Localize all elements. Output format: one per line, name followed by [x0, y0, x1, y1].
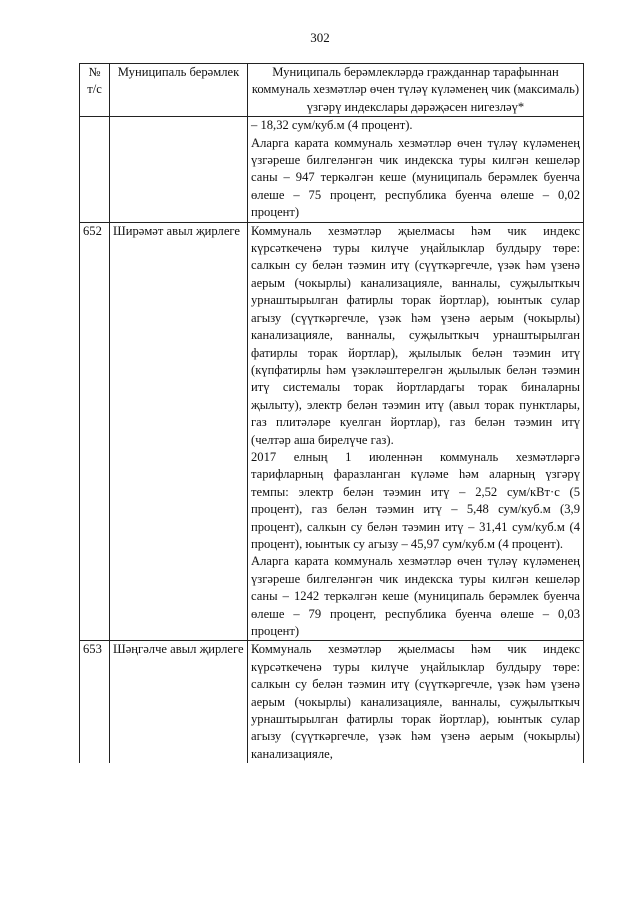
row-number: 653: [80, 641, 110, 763]
header-description: Муниципаль берәмлекләрдә гражданнар тарафыннан коммуналь хезмәтләр өчен түләү күләменең чик (максималь) үзгәрү индекслары дәрәҗәсен нигезләү*: [248, 64, 584, 117]
table-row: [80, 117, 584, 222]
row-description: [248, 117, 584, 222]
table-header-row: [80, 64, 584, 117]
row-number: 652: [80, 222, 110, 641]
description-paragraph: Аларга карата коммуналь хезмәтләр өчен түләү күләменең үзгәреше билгеләнгән чик индекска туры килгән кешеләр саны – 947 теркәлгән кеше (муниципаль берәмлек буенча өлеше – 75 процент, республика буенча өлеше – 0,02 процент): [251, 135, 580, 220]
header-number: № т/с: [80, 64, 110, 117]
description-paragraph: Коммуналь хезмәтләр җыелмасы һәм чик индекс күрсәткеченә туры килүче уңайлыклар булдыру төре: салкын су белән тәэмин итү (сүүткәргечле, үзәк һәм үзенә аерым (чокырлы) канализацияле, ванналы, суҗылыткыч урнаштырылган фатирлы торак йортлар), юынтык сулар агызу (сүүткәргечле, үзәк һәм үзенә аерым (чокырлы) канализацияле,: [251, 642, 580, 761]
row-description: [248, 222, 584, 641]
row-municipality: Шиpәмәт авыл җирлеге: [110, 222, 248, 641]
row-description: [248, 641, 584, 763]
description-paragraph: Коммуналь хезмәтләр җыелмасы һәм чик индекс күрсәткеченә туры килүче уңайлыклар булдыру төре: салкын су белән тәэмин итү (сүүткәргечле, үзәк һәм үзенә аерым (чокырлы) канализацияле, ванналы, суҗылыткыч урнаштырылган фатирлы торак йортлар), юынтык сулар агызу (сүүткәргечле, үзәк һәм үзенә аерым (чокырлы) канализацияле, ванналы, суҗылыткыч урнаштырылган фатирлы торак йортлар), җылылык белән тәэмин итү (күпфатирлы һәм үзәкләштерелгән җылылык белән тәэмин итү системалы торак йортлардагы торак биналарны җылыту), электр белән тәэмин итү (авыл торак пунктлары, газ плитәләре куелган йортлар), газ белән тәэмин итү (челтәр аша бирелүче газ).: [251, 223, 580, 447]
description-paragraph: 2017 елның 1 июленнән коммуналь хезмәтләргә тарифларның фаразланган күләме һәм аларның үзгәрү темпы: электр белән тәэмин итү – 2,52 сум/кВт·с (5 процент), газ белән тәэмин итү – 5,48 сум/куб.м (3,9 процент), салкын су белән тәэмин итү – 31,41 сум/куб.м (4 процент), юынтык су агызу – 45,97 сум/куб.м (4 процент).: [251, 449, 580, 551]
description-paragraph: Аларга карата коммуналь хезмәтләр өчен түләү күләменең үзгәреше билгеләнгән чик индекска туры килгән кешеләр саны – 1242 теркәлгән кеше (муниципаль берәмлек буенча өлеше – 79 процент, республика буенча өлеше – 0,03 процент): [251, 554, 580, 638]
header-municipality: Муниципаль берәмлек: [110, 64, 248, 117]
row-municipality: Шәңгәлче авыл җирлеге: [110, 641, 248, 763]
table-row: [80, 222, 584, 641]
description-paragraph: – 18,32 сум/куб.м (4 процент).: [251, 118, 413, 133]
page-number: 302: [310, 30, 330, 45]
table-row: [80, 641, 584, 763]
row-municipality: [110, 117, 248, 222]
tariff-index-table: [79, 63, 584, 763]
row-number: [80, 117, 110, 222]
